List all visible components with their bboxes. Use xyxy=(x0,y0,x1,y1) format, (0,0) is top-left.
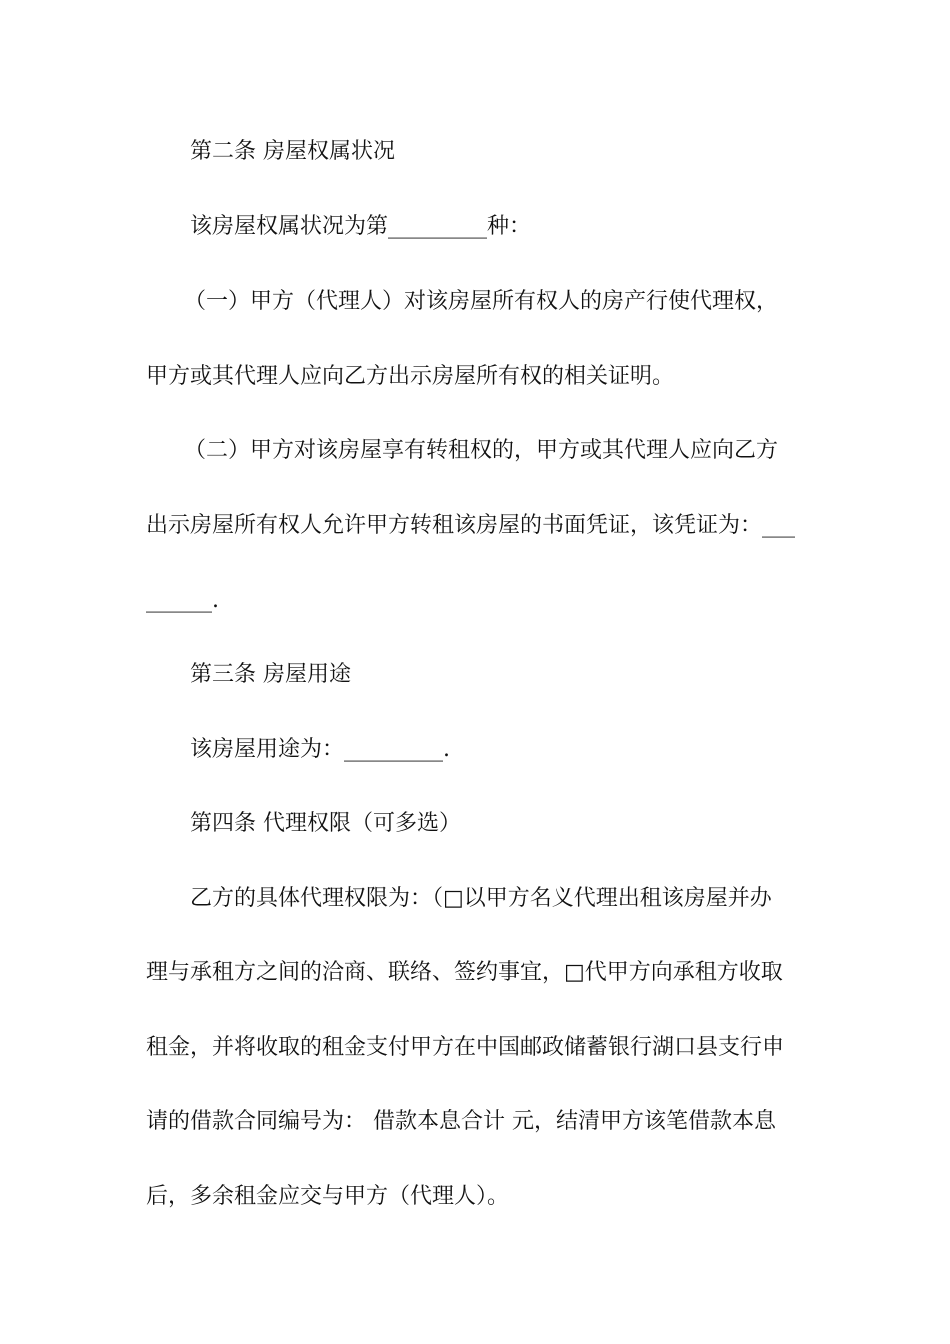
paragraph-line: 请的借款合同编号为： 借款本息合计 元，结清甲方该笔借款本息 xyxy=(146,1109,776,1134)
paragraph-line: 甲方或其代理人应向乙方出示房屋所有权的相关证明。 xyxy=(146,364,675,389)
paragraph-line: ______. xyxy=(146,588,219,613)
paragraph-line: 乙方的具体代理权限为：（□以甲方名义代理出租该房屋并办 xyxy=(190,886,772,911)
article-4-heading: 第四条 代理权限（可多选） xyxy=(190,811,461,836)
paragraph-line: 后，多余租金应交与甲方（代理人）。 xyxy=(146,1184,510,1209)
paragraph-line: 该房屋权属状况为第_________种： xyxy=(190,214,532,239)
article-3-heading: 第三条 房屋用途 xyxy=(190,662,351,687)
article-2-heading: 第二条 房屋权属状况 xyxy=(190,139,395,164)
paragraph-line: 租金，并将收取的租金支付甲方在中国邮政储蓄银行湖口县支行申 xyxy=(146,1035,785,1060)
paragraph-line: 理与承租方之间的洽商、联络、签约事宜，□代甲方向承租方收取 xyxy=(146,960,783,985)
paragraph-line: 出示房屋所有权人允许甲方转租该房屋的书面凭证，该凭证为：___ xyxy=(146,513,796,538)
paragraph-line: （一）甲方（代理人）对该房屋所有权人的房产行使代理权， xyxy=(184,289,779,314)
paragraph-line: 该房屋用途为：_________. xyxy=(190,737,450,762)
paragraph-line: （二）甲方对该房屋享有转租权的，甲方或其代理人应向乙方 xyxy=(184,438,779,463)
